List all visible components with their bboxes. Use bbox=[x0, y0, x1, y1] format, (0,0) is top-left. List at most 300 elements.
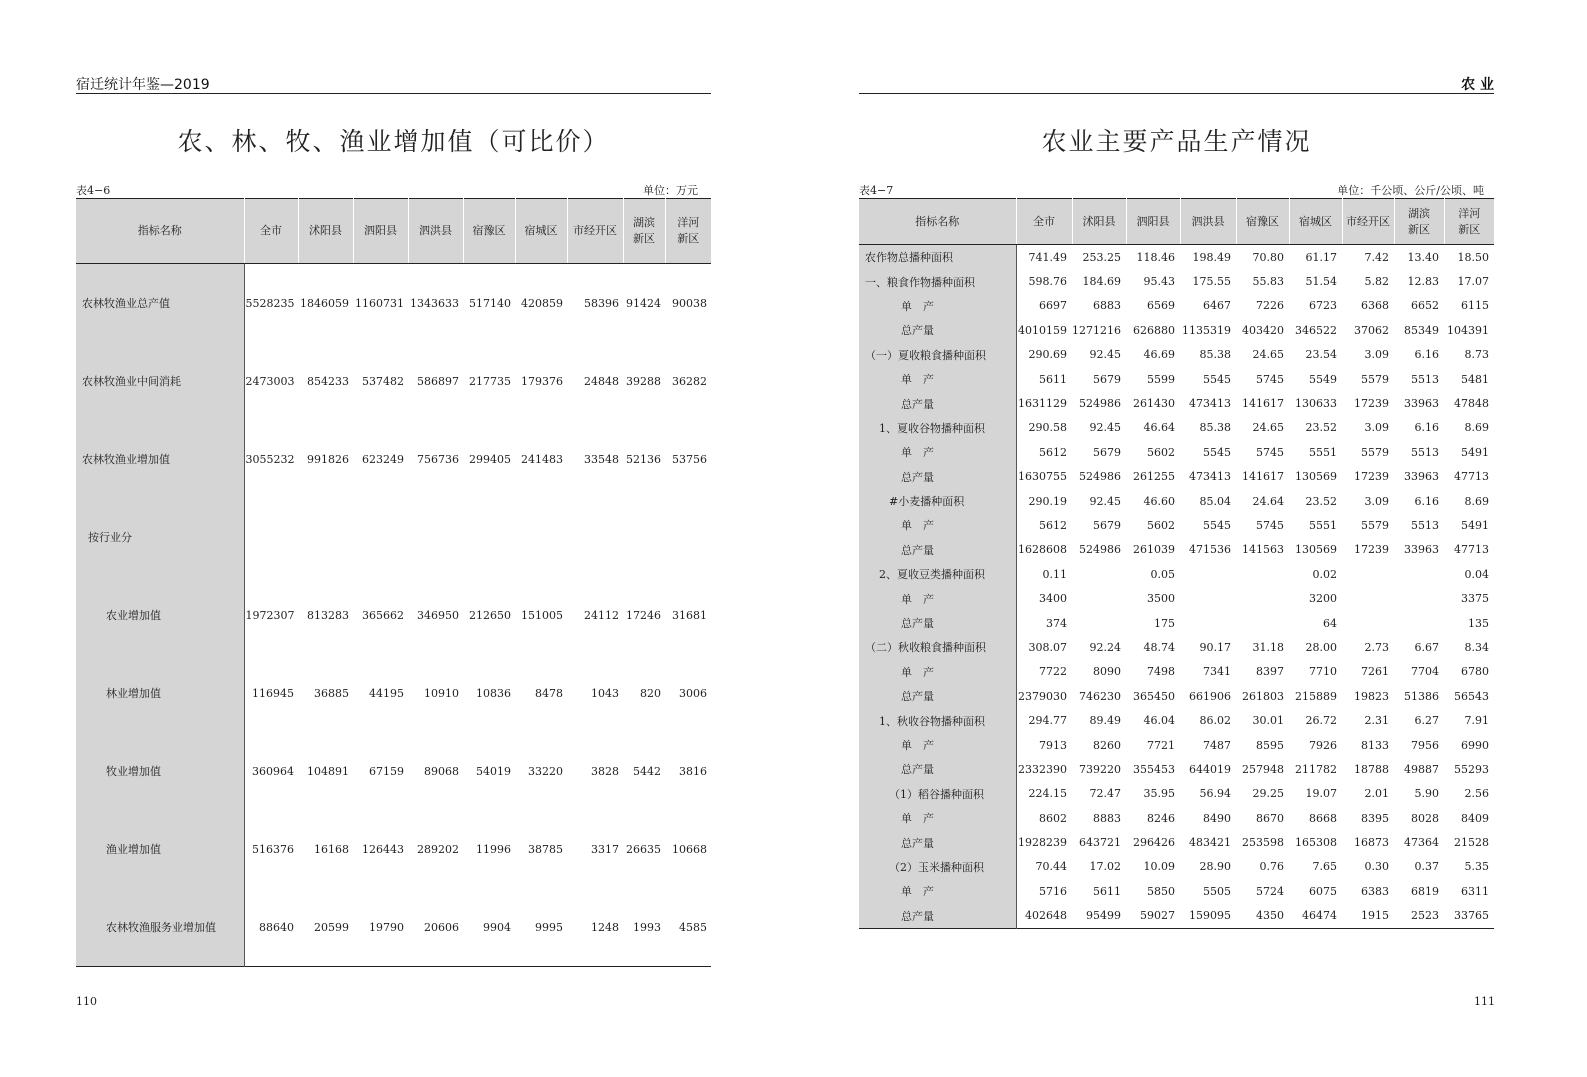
cell-value: 20599 bbox=[314, 920, 349, 934]
cell-value: 813283 bbox=[307, 608, 349, 622]
table-row bbox=[859, 465, 1494, 489]
cell-value: 5716 bbox=[1039, 884, 1067, 898]
cell-value bbox=[1236, 586, 1289, 610]
cell-value: 10668 bbox=[672, 842, 707, 856]
cell-value: 257948 bbox=[1242, 762, 1284, 776]
cell-value: 31681 bbox=[672, 608, 707, 622]
cell-value: 1631129 bbox=[1018, 397, 1067, 411]
cell-value: 86.02 bbox=[1199, 714, 1231, 728]
cell-value: 33220 bbox=[528, 764, 563, 778]
cell-value: 13.40 bbox=[1407, 250, 1439, 264]
cell-value: 2473003 bbox=[245, 374, 295, 388]
cell-value: 473413 bbox=[1189, 397, 1231, 411]
cell-value: 5545 bbox=[1203, 518, 1231, 532]
cell-value: 55293 bbox=[1454, 762, 1489, 776]
cell-value: 741.49 bbox=[1028, 250, 1067, 264]
cell-value: 586897 bbox=[417, 374, 459, 388]
row-label: 总产量 bbox=[859, 318, 1016, 342]
cell-value: 623249 bbox=[362, 452, 404, 466]
column-header-indicator: 指标名称 bbox=[859, 199, 1016, 245]
row-label: 总产量 bbox=[859, 904, 1016, 929]
row-label: 牧业增加值 bbox=[76, 732, 244, 810]
cell-value: 2332390 bbox=[1018, 762, 1067, 776]
cell-value: 241483 bbox=[521, 452, 563, 466]
cell-value: 537482 bbox=[362, 374, 404, 388]
cell-value: 17239 bbox=[1354, 543, 1389, 557]
cell-value: 26635 bbox=[626, 842, 661, 856]
cell-value: 7.42 bbox=[1364, 250, 1389, 264]
row-label: #小麦播种面积 bbox=[859, 489, 1016, 513]
cell-value: 104891 bbox=[307, 764, 349, 778]
cell-value: 5505 bbox=[1203, 884, 1231, 898]
cell-value: 0.76 bbox=[1259, 860, 1284, 874]
cell-value bbox=[1072, 562, 1126, 586]
column-header: 沭阳县 bbox=[1072, 199, 1126, 245]
cell-value: 7926 bbox=[1309, 738, 1337, 752]
cell-value: 48.74 bbox=[1143, 640, 1175, 654]
cell-value: 28.90 bbox=[1199, 860, 1231, 874]
cell-value: 1135319 bbox=[1182, 323, 1231, 337]
cell-value: 1928239 bbox=[1018, 836, 1067, 850]
cell-value: 5745 bbox=[1256, 445, 1284, 459]
cell-value: 64 bbox=[1323, 616, 1337, 630]
cell-value: 6697 bbox=[1039, 299, 1067, 313]
table-row bbox=[76, 576, 711, 654]
cell-value: 58396 bbox=[584, 296, 619, 310]
cell-value: 3006 bbox=[679, 686, 707, 700]
left-page-title: 农、林、牧、渔业增加值（可比价） bbox=[177, 127, 610, 156]
cell-value: 5611 bbox=[1039, 372, 1067, 386]
cell-value: 46474 bbox=[1302, 909, 1337, 923]
cell-value bbox=[515, 498, 567, 576]
cell-value: 5724 bbox=[1256, 884, 1284, 898]
cell-value: 1343633 bbox=[410, 296, 459, 310]
cell-value: 2.56 bbox=[1464, 787, 1489, 801]
cell-value: 92.45 bbox=[1089, 348, 1121, 362]
cell-value: 30.01 bbox=[1252, 714, 1284, 728]
cell-value: 6.16 bbox=[1414, 348, 1439, 362]
table-row bbox=[859, 806, 1494, 830]
cell-value: 0.02 bbox=[1312, 567, 1337, 581]
row-label: 总产量 bbox=[859, 538, 1016, 562]
cell-value: 5.35 bbox=[1464, 860, 1489, 874]
cell-value: 92.24 bbox=[1089, 640, 1121, 654]
cell-value: 7956 bbox=[1411, 738, 1439, 752]
table-row bbox=[76, 264, 711, 343]
cell-value: 19.07 bbox=[1305, 787, 1337, 801]
cell-value: 165308 bbox=[1295, 836, 1337, 850]
cell-value: 10836 bbox=[476, 686, 511, 700]
cell-value: 141617 bbox=[1242, 397, 1284, 411]
cell-value: 1628608 bbox=[1018, 543, 1067, 557]
table-row bbox=[859, 562, 1494, 586]
cell-value: 8.73 bbox=[1464, 348, 1489, 362]
cell-value: 7261 bbox=[1361, 665, 1389, 679]
cell-value: 8490 bbox=[1203, 811, 1231, 825]
cell-value bbox=[1180, 611, 1236, 635]
cell-value: 820 bbox=[640, 686, 661, 700]
cell-value: 5.82 bbox=[1364, 275, 1389, 289]
cell-value: 17239 bbox=[1354, 397, 1389, 411]
row-label: 单 产 bbox=[859, 733, 1016, 757]
cell-value: 1846059 bbox=[300, 296, 349, 310]
cell-value: 403420 bbox=[1242, 323, 1284, 337]
cell-value: 95499 bbox=[1086, 909, 1121, 923]
cell-value: 31.18 bbox=[1252, 640, 1284, 654]
cell-value: 224.15 bbox=[1028, 787, 1067, 801]
cell-value: 5513 bbox=[1411, 518, 1439, 532]
cell-value: 89068 bbox=[424, 764, 459, 778]
cell-value: 290.58 bbox=[1028, 421, 1067, 435]
cell-value: 8478 bbox=[535, 686, 563, 700]
table-row bbox=[859, 416, 1494, 440]
cell-value: 7498 bbox=[1147, 665, 1175, 679]
cell-value: 3500 bbox=[1147, 592, 1175, 606]
row-label: 单 产 bbox=[859, 294, 1016, 318]
cell-value: 55.83 bbox=[1252, 275, 1284, 289]
cell-value: 261430 bbox=[1133, 397, 1175, 411]
cell-value: 51386 bbox=[1404, 689, 1439, 703]
cell-value: 9995 bbox=[535, 920, 563, 934]
cell-value: 5745 bbox=[1256, 518, 1284, 532]
row-label: 总产量 bbox=[859, 391, 1016, 415]
cell-value: 17.02 bbox=[1089, 860, 1121, 874]
cell-value: 36885 bbox=[314, 686, 349, 700]
cell-value: 5745 bbox=[1256, 372, 1284, 386]
cell-value: 5679 bbox=[1093, 372, 1121, 386]
cell-value: 2.01 bbox=[1364, 787, 1389, 801]
cell-value: 5599 bbox=[1147, 372, 1175, 386]
cell-value: 8.69 bbox=[1464, 421, 1489, 435]
cell-value: 5545 bbox=[1203, 445, 1231, 459]
table-row bbox=[76, 420, 711, 498]
cell-value: 1630755 bbox=[1018, 470, 1067, 484]
cell-value: 5579 bbox=[1361, 445, 1389, 459]
column-header: 市经开区 bbox=[567, 199, 623, 264]
cell-value: 61.17 bbox=[1305, 250, 1337, 264]
cell-value: 6115 bbox=[1461, 299, 1489, 313]
cell-value: 6.67 bbox=[1414, 640, 1439, 654]
cell-value: 7722 bbox=[1039, 665, 1067, 679]
right-header-rule bbox=[859, 93, 1494, 94]
cell-value: 1160731 bbox=[355, 296, 404, 310]
row-label: 农林牧渔业总产值 bbox=[76, 264, 244, 343]
cell-value: 67159 bbox=[369, 764, 404, 778]
cell-value: 92.45 bbox=[1089, 421, 1121, 435]
cell-value bbox=[1342, 611, 1394, 635]
cell-value: 38785 bbox=[528, 842, 563, 856]
cell-value bbox=[1236, 562, 1289, 586]
cell-value: 46.69 bbox=[1143, 348, 1175, 362]
cell-value: 6.27 bbox=[1414, 714, 1439, 728]
cell-value: 141563 bbox=[1242, 543, 1284, 557]
cell-value: 130569 bbox=[1295, 470, 1337, 484]
cell-value: 47713 bbox=[1454, 543, 1489, 557]
row-label: 1、夏收谷物播种面积 bbox=[859, 416, 1016, 440]
row-label: 总产量 bbox=[859, 465, 1016, 489]
cell-value: 26.72 bbox=[1305, 714, 1337, 728]
table-row bbox=[859, 757, 1494, 781]
cell-value: 212650 bbox=[469, 608, 511, 622]
cell-value: 49887 bbox=[1404, 762, 1439, 776]
cell-value: 598.76 bbox=[1028, 275, 1067, 289]
cell-value: 5.90 bbox=[1414, 787, 1439, 801]
cell-value: 54019 bbox=[476, 764, 511, 778]
cell-value: 473413 bbox=[1189, 470, 1231, 484]
table-header-row bbox=[859, 199, 1494, 245]
table-row bbox=[859, 782, 1494, 806]
cell-value: 24112 bbox=[584, 608, 619, 622]
cell-value: 626880 bbox=[1133, 323, 1175, 337]
cell-value: 7710 bbox=[1309, 665, 1337, 679]
cell-value: 346950 bbox=[417, 608, 459, 622]
right-page-number: 111 bbox=[1474, 995, 1495, 1008]
cell-value bbox=[1342, 562, 1394, 586]
table-row bbox=[76, 810, 711, 888]
cell-value: 8668 bbox=[1309, 811, 1337, 825]
cell-value: 9904 bbox=[483, 920, 511, 934]
row-label: 林业增加值 bbox=[76, 654, 244, 732]
cell-value: 661906 bbox=[1189, 689, 1231, 703]
cell-value: 151005 bbox=[521, 608, 563, 622]
cell-value: 5579 bbox=[1361, 372, 1389, 386]
cell-value: 6652 bbox=[1411, 299, 1439, 313]
cell-value: 104391 bbox=[1447, 323, 1489, 337]
table-row bbox=[859, 489, 1494, 513]
cell-value: 37062 bbox=[1354, 323, 1389, 337]
cell-value: 24.64 bbox=[1252, 494, 1284, 508]
table-row bbox=[859, 708, 1494, 732]
cell-value: 4350 bbox=[1256, 909, 1284, 923]
cell-value: 8883 bbox=[1093, 811, 1121, 825]
cell-value: 5612 bbox=[1039, 518, 1067, 532]
cell-value: 7913 bbox=[1039, 738, 1067, 752]
table-4-6 bbox=[76, 198, 711, 967]
table-row bbox=[859, 635, 1494, 659]
cell-value: 47713 bbox=[1454, 470, 1489, 484]
cell-value: 19790 bbox=[369, 920, 404, 934]
table-row bbox=[859, 684, 1494, 708]
column-header: 全市 bbox=[1016, 199, 1072, 245]
cell-value: 516376 bbox=[252, 842, 294, 856]
cell-value: 756736 bbox=[417, 452, 459, 466]
cell-value: 3828 bbox=[591, 764, 619, 778]
cell-value: 70.44 bbox=[1035, 860, 1067, 874]
cell-value: 3400 bbox=[1039, 592, 1067, 606]
table-row bbox=[859, 245, 1494, 270]
column-header: 宿城区 bbox=[515, 199, 567, 264]
row-label: 总产量 bbox=[859, 757, 1016, 781]
cell-value: 23.52 bbox=[1305, 494, 1337, 508]
row-label: 按行业分 bbox=[76, 498, 244, 576]
column-header: 宿城区 bbox=[1289, 199, 1342, 245]
table-row bbox=[76, 498, 711, 576]
row-label: 农林牧渔业中间消耗 bbox=[76, 342, 244, 420]
table-row bbox=[859, 830, 1494, 854]
cell-value: 8397 bbox=[1256, 665, 1284, 679]
cell-value: 253598 bbox=[1242, 836, 1284, 850]
cell-value: 46.04 bbox=[1143, 714, 1175, 728]
cell-value: 1972307 bbox=[245, 608, 295, 622]
cell-value: 1248 bbox=[591, 920, 619, 934]
cell-value: 89.49 bbox=[1089, 714, 1121, 728]
cell-value: 56543 bbox=[1454, 689, 1489, 703]
cell-value: 6383 bbox=[1361, 884, 1389, 898]
cell-value: 5579 bbox=[1361, 518, 1389, 532]
cell-value: 95.43 bbox=[1143, 275, 1175, 289]
row-label: 单 产 bbox=[859, 440, 1016, 464]
cell-value: 198.49 bbox=[1192, 250, 1231, 264]
cell-value: 0.11 bbox=[1042, 567, 1067, 581]
column-header: 泗阳县 bbox=[1126, 199, 1180, 245]
row-label: （一）夏收粮食播种面积 bbox=[859, 343, 1016, 367]
cell-value: 46.64 bbox=[1143, 421, 1175, 435]
cell-value: 6075 bbox=[1309, 884, 1337, 898]
cell-value: 5442 bbox=[633, 764, 661, 778]
cell-value: 23.54 bbox=[1305, 348, 1337, 362]
column-header: 宿豫区 bbox=[1236, 199, 1289, 245]
cell-value: 211782 bbox=[1295, 762, 1337, 776]
cell-value: 8670 bbox=[1256, 811, 1284, 825]
cell-value: 8.69 bbox=[1464, 494, 1489, 508]
cell-value: 28.00 bbox=[1305, 640, 1337, 654]
cell-value: 5513 bbox=[1411, 445, 1439, 459]
cell-value: 643721 bbox=[1079, 836, 1121, 850]
cell-value: 0.04 bbox=[1464, 567, 1489, 581]
cell-value: 644019 bbox=[1189, 762, 1231, 776]
cell-value: 6883 bbox=[1093, 299, 1121, 313]
column-header: 全市 bbox=[244, 199, 298, 264]
cell-value: 5602 bbox=[1147, 445, 1175, 459]
cell-value: 2523 bbox=[1411, 909, 1439, 923]
column-header: 沭阳县 bbox=[298, 199, 353, 264]
cell-value: 7.65 bbox=[1312, 860, 1337, 874]
table-row bbox=[76, 654, 711, 732]
cell-value bbox=[1342, 586, 1394, 610]
cell-value: 7226 bbox=[1256, 299, 1284, 313]
row-label: 农林牧渔业增加值 bbox=[76, 420, 244, 498]
cell-value: 12.83 bbox=[1407, 275, 1439, 289]
cell-value: 18788 bbox=[1354, 762, 1389, 776]
cell-value: 374 bbox=[1046, 616, 1067, 630]
cell-value: 92.45 bbox=[1089, 494, 1121, 508]
cell-value: 33548 bbox=[584, 452, 619, 466]
cell-value: 11996 bbox=[476, 842, 511, 856]
cell-value: 739220 bbox=[1079, 762, 1121, 776]
cell-value: 3.09 bbox=[1364, 494, 1389, 508]
cell-value: 2.73 bbox=[1364, 640, 1389, 654]
row-label: 单 产 bbox=[859, 586, 1016, 610]
cell-value: 290.69 bbox=[1028, 348, 1067, 362]
cell-value: 8.34 bbox=[1464, 640, 1489, 654]
table-row bbox=[859, 269, 1494, 293]
cell-value: 6990 bbox=[1461, 738, 1489, 752]
left-table-number: 表4−6 bbox=[76, 184, 111, 197]
table-row bbox=[859, 440, 1494, 464]
cell-value: 130633 bbox=[1295, 397, 1337, 411]
cell-value: 471536 bbox=[1189, 543, 1231, 557]
cell-value: 5481 bbox=[1461, 372, 1489, 386]
cell-value: 5602 bbox=[1147, 518, 1175, 532]
cell-value bbox=[1180, 586, 1236, 610]
row-label: 单 产 bbox=[859, 660, 1016, 684]
column-header: 泗洪县 bbox=[408, 199, 463, 264]
cell-value bbox=[1394, 562, 1444, 586]
row-label: （1）稻谷播种面积 bbox=[859, 782, 1016, 806]
cell-value: 135 bbox=[1468, 616, 1489, 630]
cell-value: 8246 bbox=[1147, 811, 1175, 825]
column-header: 市经开区 bbox=[1342, 199, 1394, 245]
cell-value: 5679 bbox=[1093, 445, 1121, 459]
row-label: 总产量 bbox=[859, 611, 1016, 635]
cell-value: 524986 bbox=[1079, 397, 1121, 411]
cell-value: 5612 bbox=[1039, 445, 1067, 459]
left-table-unit: 单位：万元 bbox=[643, 184, 698, 197]
cell-value: 355453 bbox=[1133, 762, 1175, 776]
row-label: 单 产 bbox=[859, 879, 1016, 903]
cell-value: 130569 bbox=[1295, 543, 1337, 557]
cell-value: 85.38 bbox=[1199, 348, 1231, 362]
cell-value bbox=[1072, 586, 1126, 610]
cell-value: 17239 bbox=[1354, 470, 1389, 484]
cell-value: 3816 bbox=[679, 764, 707, 778]
row-label: 单 产 bbox=[859, 806, 1016, 830]
cell-value bbox=[463, 498, 515, 576]
column-header: 宿豫区 bbox=[463, 199, 515, 264]
cell-value: 8133 bbox=[1361, 738, 1389, 752]
cell-value: 8395 bbox=[1361, 811, 1389, 825]
table-row bbox=[76, 888, 711, 967]
cell-value: 21528 bbox=[1454, 836, 1489, 850]
cell-value: 8595 bbox=[1256, 738, 1284, 752]
row-label: 总产量 bbox=[859, 830, 1016, 854]
table-row bbox=[859, 660, 1494, 684]
cell-value: 5551 bbox=[1309, 518, 1337, 532]
cell-value: 141617 bbox=[1242, 470, 1284, 484]
cell-value bbox=[353, 498, 408, 576]
cell-value: 7341 bbox=[1203, 665, 1231, 679]
table-row bbox=[76, 732, 711, 810]
cell-value: 3200 bbox=[1309, 592, 1337, 606]
cell-value: 24.65 bbox=[1252, 421, 1284, 435]
cell-value: 2.31 bbox=[1364, 714, 1389, 728]
cell-value: 10910 bbox=[424, 686, 459, 700]
cell-value: 8260 bbox=[1093, 738, 1121, 752]
column-header: 洋河 新区 bbox=[665, 199, 711, 264]
table-row bbox=[859, 318, 1494, 342]
cell-value bbox=[1072, 611, 1126, 635]
cell-value: 23.52 bbox=[1305, 421, 1337, 435]
cell-value: 6780 bbox=[1461, 665, 1489, 679]
cell-value: 0.30 bbox=[1364, 860, 1389, 874]
cell-value: 19823 bbox=[1354, 689, 1389, 703]
cell-value: 16168 bbox=[314, 842, 349, 856]
column-header: 泗阳县 bbox=[353, 199, 408, 264]
cell-value: 261255 bbox=[1133, 470, 1175, 484]
right-table-unit: 单位：千公顷、公斤/公顷、吨 bbox=[1337, 184, 1484, 197]
cell-value: 159095 bbox=[1189, 909, 1231, 923]
cell-value: 296426 bbox=[1133, 836, 1175, 850]
cell-value: 5528235 bbox=[245, 296, 295, 310]
cell-value: 5611 bbox=[1093, 884, 1121, 898]
cell-value: 17.07 bbox=[1457, 275, 1489, 289]
table-row bbox=[859, 294, 1494, 318]
cell-value: 3317 bbox=[591, 842, 619, 856]
cell-value bbox=[244, 498, 298, 576]
table-row bbox=[76, 342, 711, 420]
cell-value: 7487 bbox=[1203, 738, 1231, 752]
cell-value: 90038 bbox=[672, 296, 707, 310]
